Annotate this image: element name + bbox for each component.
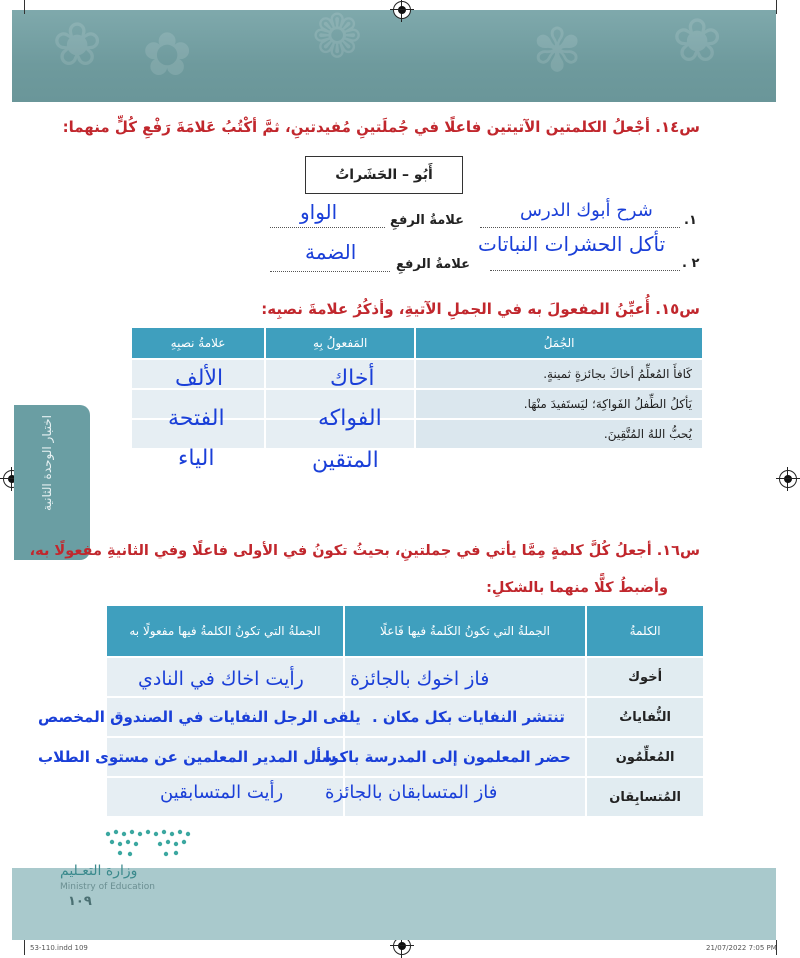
q16-answer4-subject: فاز المتسابقان بالجائزة <box>325 782 498 803</box>
q14-num2: ٢ . <box>682 256 700 271</box>
page-number: ١٠٩ <box>68 894 92 909</box>
q14-mark2-dots <box>270 270 390 272</box>
q16-answer2-subject: تنتشر النفايات بكل مكان . <box>372 708 565 726</box>
q16-row2-word: النُّفاياتُ <box>586 697 704 737</box>
side-tab-label: اختبار الوحدة الثانية <box>40 415 54 511</box>
q16-answer1-object: رأيت اخاك في النادي <box>138 668 304 690</box>
q15-row1-sentence: كَافأَ المُعلِّمُ أخاكَ بجائزةٍ ثمينةٍ. <box>415 359 703 389</box>
q15-header-sentence: الجُمَلُ <box>415 327 703 359</box>
q15-header-object: المَفعولُ بِهِ <box>265 327 415 359</box>
q16-subheading: وأضبطُ كلًّا منهما بالشكلِ: <box>486 580 668 596</box>
q14-raf-label2: علامةُ الرفعِ <box>396 257 471 272</box>
q16-heading: س١٦. أجعلُ كُلَّ كلمةٍ مِمَّا يأتي في جملتينِ، بحيثُ تكونُ في الأولى فاعلًا وفي الثانيةِ مفعولًا به، <box>29 543 700 559</box>
header-band: ❀ ✿ ❁ ✾ ❀ <box>12 10 776 102</box>
q15-row2-sentence: يَأكلُ الطِّفلُ الفَواكِهَ؛ ليَستَفيدَ منْهَا. <box>415 389 703 419</box>
q14-line2-dots <box>490 269 680 271</box>
q14-line1-dots <box>480 226 680 228</box>
q16-row4-word: المُتسابِقان <box>586 777 704 817</box>
q16-row3-word: المُعلِّمُون <box>586 737 704 777</box>
q15-answer3-mark: الياء <box>178 446 215 471</box>
ministry-name-en: Ministry of Education <box>60 882 155 892</box>
file-info: 53-110.indd 109 <box>30 944 88 952</box>
q15-answer3-object: المتقين <box>312 448 379 473</box>
q15-answer1-mark: الألف <box>175 366 224 391</box>
q15-heading: س١٥. أُعيِّنُ المفعولَ به في الجملِ الآتيةِ، وأذكُرُ علامةَ نصبِه: <box>261 300 700 318</box>
crop-mark <box>24 940 25 955</box>
registration-mark-icon <box>393 1 411 19</box>
q14-answer1-mark: الواو <box>300 200 338 224</box>
q14-answer2-sentence: تأكل الحشرات النباتات <box>478 232 666 256</box>
q14-answer2-mark: الضمة <box>305 240 357 264</box>
ministry-name-ar: وزارة التعـليم <box>60 863 138 879</box>
q16-answer1-subject: فاز اخوك بالجائزة <box>350 668 490 690</box>
ministry-logo-icon <box>100 826 196 862</box>
words-box <box>305 156 463 194</box>
q14-raf-label1: علامةُ الرفعِ <box>390 213 465 228</box>
q14-num1: ١. <box>684 213 697 228</box>
registration-mark-icon <box>779 470 797 488</box>
q16-answer3-object: سأل المدير المعلمين عن مستوى الطلاب <box>38 748 337 766</box>
q16-answer2-object: يلقى الرجل النفايات في الصندوق المخصص <box>38 708 361 726</box>
crop-mark <box>776 0 777 14</box>
words-box-text: أَبُو – الحَشَراتُ <box>335 167 433 183</box>
q14-answer1-sentence: شرح أبوك الدرس <box>520 200 653 221</box>
q14-mark1-dots <box>270 226 385 228</box>
q15-row3-sentence: يُحبُّ اللهُ المُتَّقِينَ. <box>415 419 703 449</box>
q16-answer3-subject: حضر المعلمون إلى المدرسة باكرا . <box>314 748 571 766</box>
q14-heading: س١٤. أجْعلُ الكلمتين الآتيتين فاعلًا في جُملَتينِ مُفيدتينِ، ثمَّ أكْتُبُ عَلامَةَ رَفْعِ كُلٍّ منهما: <box>62 118 700 136</box>
q15-header-mark: علامةُ نصبِهِ <box>131 327 265 359</box>
side-tab <box>14 405 90 560</box>
q16-header-subject: الجملةُ التي تكونُ الكَلمةُ فيها فَاعلًا <box>344 605 586 657</box>
q15-answer2-object: الفواكه <box>318 406 382 431</box>
q16-header-object: الجملةُ التي تكونُ الكلمةُ فيها مفعولًا به <box>106 605 344 657</box>
q15-answer2-mark: الفتحة <box>168 406 225 431</box>
crop-mark <box>24 0 25 14</box>
q16-header-word: الكلمةُ <box>586 605 704 657</box>
timestamp: 21/07/2022 7:05 PM <box>706 944 777 952</box>
q16-row1-word: أخوك <box>586 657 704 697</box>
q15-answer1-object: أخاك <box>330 366 375 391</box>
q16-answer4-object: رأيت المتسابقين <box>160 782 284 803</box>
